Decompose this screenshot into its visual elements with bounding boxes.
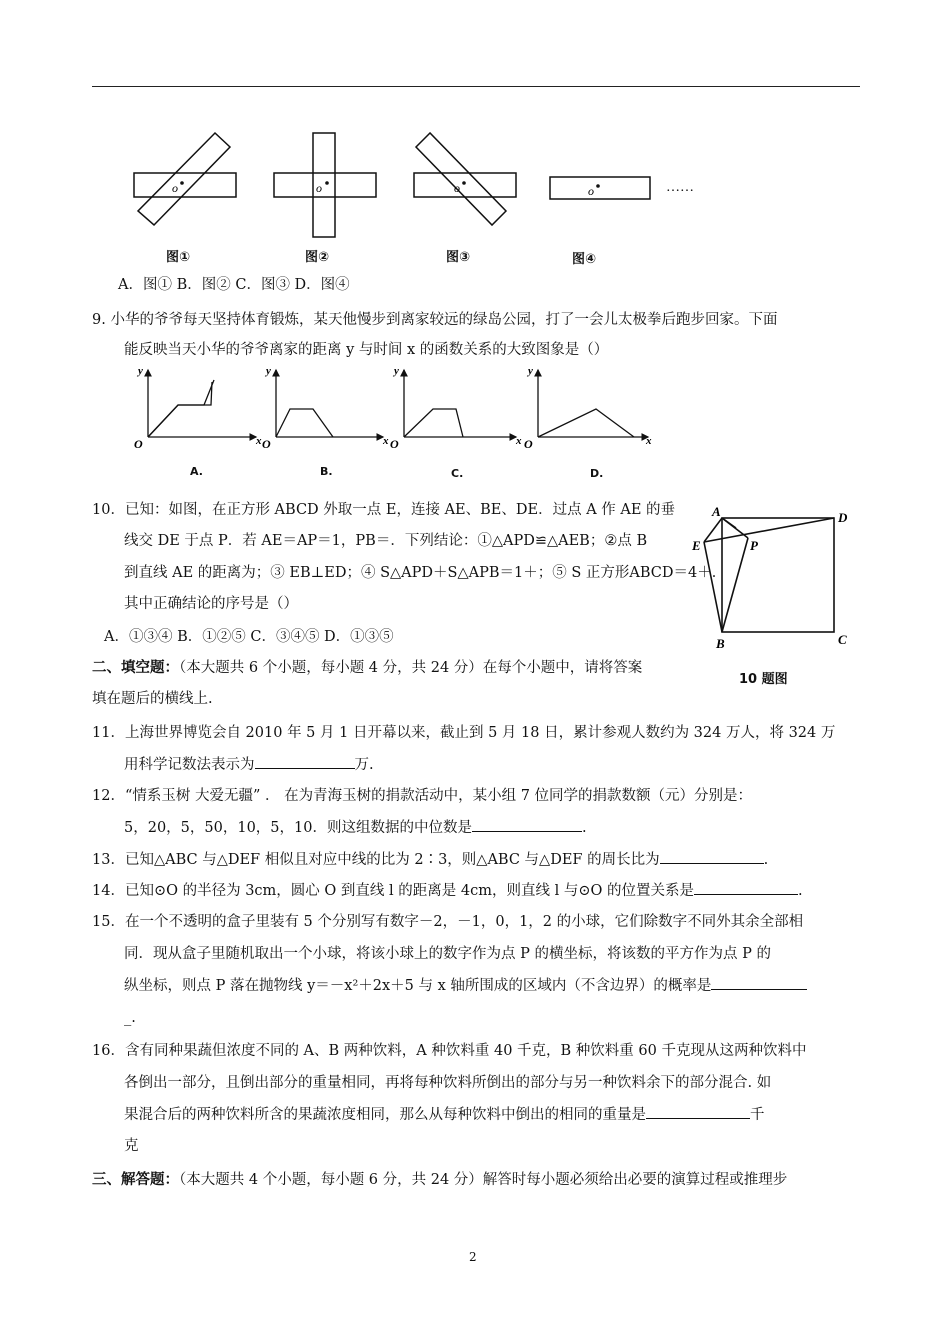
- q16-line4: 克: [124, 1138, 139, 1154]
- svg-text:E: E: [692, 538, 701, 553]
- section2-title: 二、填空题：: [92, 659, 179, 676]
- q9-graph-label-a: A.: [190, 465, 203, 478]
- q15-line3: 纵坐标，则点 P 落在抛物线 y＝－x²＋2x＋5 与 x 轴所围成的区域内（不含边界）的概率是: [124, 975, 807, 996]
- svg-text:y: y: [266, 365, 271, 377]
- q10-options: A．①③④ B．①②⑤ C．③④⑤ D．①③⑤: [104, 629, 394, 645]
- q9-graph-label-b: B.: [320, 465, 333, 478]
- q8-fig2: [274, 133, 376, 237]
- q10-line1: 10．已知：如图，在正方形 ABCD 外取一点 E，连接 AE、BE、DE．过点 A 作 AE 的垂: [92, 502, 676, 518]
- q9-line2: 能反映当天小华的爷爷离家的距离 y 与时间 x 的函数关系的大致图象是（）: [124, 342, 609, 358]
- q10-line2: 线交 DE 于点 P．若 AE＝AP＝1，PB＝．下列结论：①△APD≌△AEB；②点 B: [124, 533, 648, 549]
- q9-graph-d: [538, 370, 648, 437]
- q14-line: 14．已知⊙O 的半径为 3cm，圆心 O 到直线 l 的距离是 4cm，则直线 l 与⊙O 的位置关系是 .: [92, 880, 803, 901]
- q8-fig3: [414, 133, 516, 225]
- q12-answer-blank[interactable]: [472, 817, 582, 832]
- svg-text:O: O: [524, 437, 533, 451]
- q8-fig-label-2: 图②: [305, 250, 330, 265]
- section3-line: [92, 1170, 787, 1190]
- q13-answer-blank[interactable]: [660, 849, 764, 864]
- q9-graph-b: [276, 370, 383, 437]
- q10-line3: 到直线 AE 的距离为；③ EB⊥ED；④ S△APD＋S△APB＝1＋；⑤ S 正方形ABCD＝4＋．: [124, 565, 727, 581]
- svg-text:O: O: [390, 437, 399, 451]
- q10-line4: 其中正确结论的序号是（）: [124, 596, 298, 612]
- q12-line2: 5，20，5，50，10，5，10．则这组数据的中位数是 .: [124, 817, 587, 838]
- q15-line1: 15．在一个不透明的盒子里装有 5 个分别写有数字－2，－1，0，1，2 的小球，它们除数字不同外其余全部相: [92, 914, 804, 930]
- q16-line3: 果混合后的两种饮料所含的果蔬浓度相同，那么从每种饮料中倒出的相同的重量是 千: [124, 1104, 765, 1125]
- svg-text:x: x: [646, 435, 652, 447]
- svg-text:C: C: [838, 632, 847, 647]
- svg-text:x: x: [516, 435, 522, 447]
- q11-line2: 用科学记数法表示为 万.: [124, 754, 374, 775]
- section2-line2: 填在题后的横线上.: [92, 691, 213, 707]
- q14-answer-blank[interactable]: [694, 880, 798, 895]
- q15-line4: _.: [124, 1010, 136, 1026]
- svg-text:O: O: [134, 437, 143, 451]
- q16-answer-blank[interactable]: [646, 1104, 750, 1119]
- svg-text:A: A: [712, 504, 721, 519]
- svg-text:y: y: [528, 365, 533, 377]
- q16-line1: 16．含有同种果蔬但浓度不同的 A、B 两种饮料，A 种饮料重 40 千克，B 种饮料重 60 千克现从这两种饮料中: [92, 1043, 807, 1059]
- q8-fig-label-3: 图③: [446, 250, 471, 265]
- q9-graph-label-c: C.: [451, 467, 464, 480]
- q9-graph-a: [148, 370, 256, 437]
- header-rule: [92, 86, 860, 87]
- q8-options: A．图① B．图② C．图③ D．图④: [118, 277, 350, 293]
- q15-line2: 同．现从盒子里随机取出一个小球，将该小球上的数字作为点 P 的横坐标，将该数的平方作为点 P 的: [124, 946, 771, 962]
- svg-text:x: x: [256, 435, 262, 447]
- svg-text:y: y: [138, 365, 143, 377]
- svg-text:B: B: [716, 636, 725, 651]
- svg-text:P: P: [750, 538, 758, 553]
- q8-fig-label-1: 图①: [166, 250, 191, 265]
- svg-text:x: x: [383, 435, 389, 447]
- section3-title: 三、解答题：: [92, 1171, 179, 1188]
- q10-figure: [690, 498, 860, 658]
- q11-answer-blank[interactable]: [255, 754, 355, 769]
- q8-fig3-center: o: [454, 181, 460, 195]
- svg-text:O: O: [262, 437, 271, 451]
- svg-text:D: D: [838, 510, 848, 525]
- q9-graphs: [128, 362, 668, 484]
- q9-graph-c: [404, 370, 516, 437]
- q9-graph-label-d: D.: [590, 467, 604, 480]
- q8-fig4: [550, 177, 650, 199]
- section2-line1: [92, 658, 642, 678]
- q8-fig1: [134, 133, 236, 225]
- section2-line1-rest: （本大题共 6 个小题，每小题 4 分，共 24 分）在每个小题中，请将答案: [179, 660, 643, 676]
- q12-line1: 12．“情系玉树 大爱无疆” ． 在为青海玉树的捐款活动中，某小组 7 位同学的捐款数额（元）分别是：: [92, 788, 753, 804]
- q9-line1: 9. 小华的爷爷每天坚持体育锻炼，某天他慢步到离家较远的绿岛公园，打了一会儿太极拳后跑步回家。下面: [92, 312, 778, 328]
- q13-line: 13．已知△ABC 与△DEF 相似且对应中线的比为 2∶3，则△ABC 与△DEF 的周长比为 .: [92, 849, 768, 870]
- q11-line1: 11．上海世界博览会自 2010 年 5 月 1 日开幕以来，截止到 5 月 18 日，累计参观人数约为 324 万人，将 324 万: [92, 725, 836, 741]
- q8-fig1-center: o: [172, 181, 178, 195]
- q10-fig-caption: 10 题图: [739, 672, 788, 687]
- q16-line2: 各倒出一部分，且倒出部分的重量相同，再将每种饮料所倒出的部分与另一种饮料余下的部分混合. 如: [124, 1075, 772, 1091]
- page-number: 2: [469, 1250, 477, 1264]
- q15-answer-blank[interactable]: [711, 975, 807, 990]
- q8-fig-label-4: 图④: [572, 252, 597, 267]
- svg-text:y: y: [394, 365, 399, 377]
- section3-rest: （本大题共 4 个小题，每小题 6 分，共 24 分）解答时每小题必须给出必要的演算过程或推理步: [179, 1172, 788, 1188]
- q8-fig4-center: o: [588, 184, 594, 198]
- q8-figures: [120, 125, 720, 270]
- q8-ellipsis: ……: [666, 180, 694, 195]
- q8-fig2-center: o: [316, 181, 322, 195]
